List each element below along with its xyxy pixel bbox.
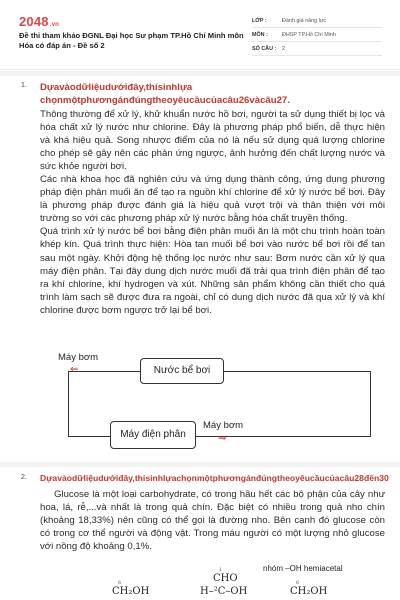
section-divider	[0, 462, 400, 467]
question-heading: Dựavàodữliệudướiđây,thísinhlựa chọnmộtphươngánđúngtheoyêucầucủacâu26vàcâu27.	[40, 82, 290, 106]
flow-arrow-right-icon: ⇒	[218, 433, 227, 444]
question-heading: Dựavàodữliệudướiđây,thísinhlựachọnmộtphươngánđúngtheoyêucầucủacâu28đến30	[40, 473, 389, 483]
glucose-structure-figure: nhóm –OH hemiacetal 6 CH₂OH 1 CHO H–²C–OH 6 CH₂OH	[112, 564, 343, 597]
question-passage: Glucose là một loại carbohydrate, có trong hầu hết các bộ phận của cây như hoa, lá, rễ,...và nhất là trong quả chín. Đặc biệt có nhiều trong quả nho chín (khoảng 18,33%) nên cũng có thể gọi là đường nho. Bên cạnh đó glucose còn có trong cơ thể người và động vật. Trong máu người có một lượng nhỏ glucose với nồng độ khoảng 0,1%.	[40, 489, 385, 553]
hcoh-label: H–²C–OH	[200, 586, 248, 597]
exam-title: Đề thi tham khảo ĐGNL Đại học Sư phạm TP.Hồ Chí Minh môn Hóa có đáp án - Đề số 2	[19, 31, 244, 50]
passage-paragraph: Các nhà khoa học đã nghiên cứu và ứng dụng thành công, ứng dụng phương pháp điện phân muối ăn để tạo ra nguồn khí chlorine để xử lý nước bể bơi. Đây là phương pháp được đánh giá là hiệu quả vượt trội và thân thiện với môi trường so với các phương pháp xử lý nước bằng hóa chất truyền thống.	[40, 174, 385, 225]
meta-row-question-count: SỐ CÂU : 2	[252, 42, 382, 56]
pump-label-top: Máy bơm	[58, 352, 99, 363]
meta-row-class: LỚP : Đánh giá năng lực	[252, 14, 382, 28]
question-number: 1.	[21, 82, 27, 89]
pool-treatment-diagram	[40, 348, 380, 458]
hemiacetal-note: nhóm –OH hemiacetal	[263, 564, 343, 573]
left-ch2oh-label: CH₂OH	[112, 586, 150, 597]
question-number: 2.	[21, 474, 27, 481]
pump-label-bottom: Máy bơm	[203, 420, 244, 431]
meta-row-subject: MÔN : ĐHSP TP.Hồ Chí Minh	[252, 28, 382, 42]
section-divider	[0, 71, 400, 76]
exam-meta	[252, 14, 382, 56]
site-logo[interactable]: 2048.vn	[19, 14, 60, 29]
passage-paragraph: Thông thường để xử lý, khử khuẩn nước hồ bơi, người ta sử dụng thiết bị lọc và hóa chất xử lý nước như chlorine. Đây là phương pháp phổ biến, dễ thực hiện và khá hiệu quả. Song nhược điểm của nó là nếu sử dụng quá lượng chlorine cho phép sẽ gây nên các phản ứng ngược, ảnh hưởng đến chất lượng nước và sức khỏe người bơi.	[40, 109, 385, 173]
right-ch2oh-label: CH₂OH	[290, 586, 328, 597]
pool-box: Nước bể bơi	[140, 358, 224, 384]
worksheet-header	[0, 0, 400, 70]
electrolyzer-box: Máy điện phân	[110, 421, 196, 449]
question-passage	[40, 108, 385, 317]
flow-arrow-left-icon: ⇐	[70, 364, 79, 375]
passage-paragraph: Quá trình xử lý nước bể bơi bằng điện phân muối ăn là một chu trình hoàn toàn khép kín. Quá trình thực hiện: Hòa tan muối bể bơi vào nước bể bơi rồi để tan sau một ngày. Khởi động hệ thống lọc nước như sau: Bơm nước cần xử lý qua máy điện phân. Tại đây dung dịch nước muối đã trải qua trình điện phân để tạo ra khí chlorine, khí hydrogen và xút. Những sản phẩm không cần thiết cho quá trình làm sạch sẽ được đưa ra ngoài, chỉ có dung dịch nước đã qua xử lý và khí chlorine được bơm ngược trở lại bể bơi.	[40, 226, 385, 316]
cho-label: CHO	[213, 573, 238, 584]
